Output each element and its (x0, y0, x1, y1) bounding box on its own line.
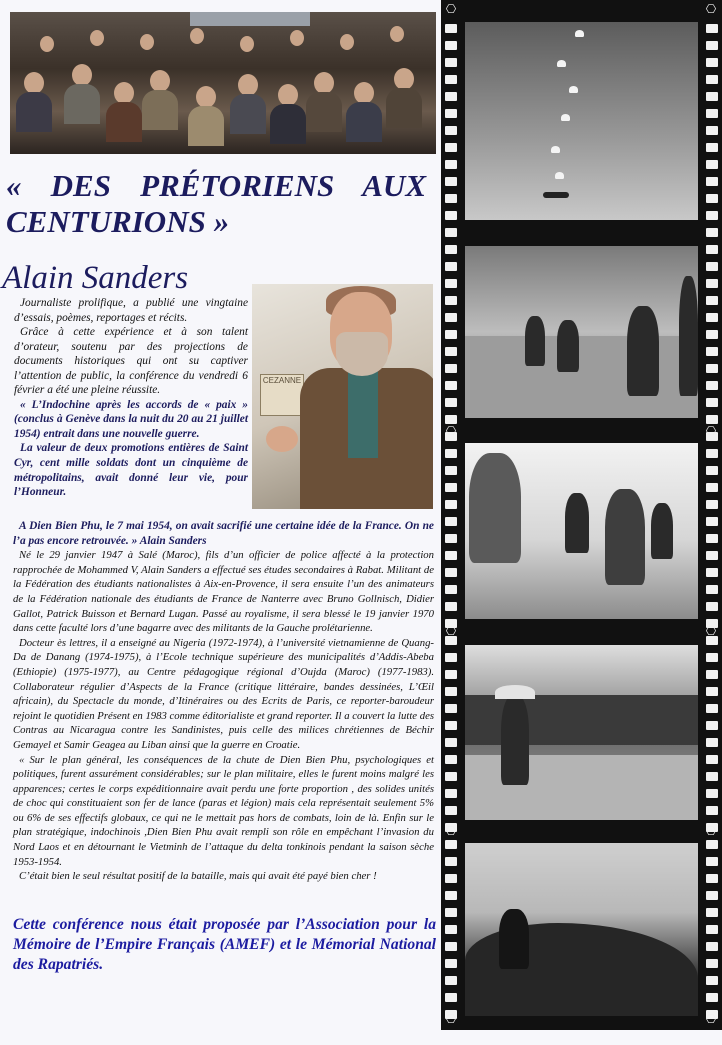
film-perforation (445, 891, 457, 900)
film-perforation (706, 347, 718, 356)
film-camera-icon: ⎔ (445, 1012, 457, 1026)
film-perforation (445, 942, 457, 951)
film-perforation (445, 330, 457, 339)
film-perforation (706, 738, 718, 747)
film-perforation (706, 415, 718, 424)
quote-conclusion: A Dien Bien Phu, le 7 mai 1954, on avait sacrifié une certaine idée de la France. On ne l’a pas encore retrouvée. » Alain Sanders (13, 520, 434, 547)
film-perforation (445, 58, 457, 67)
film-perforation (706, 194, 718, 203)
poster-sign (260, 374, 304, 416)
film-perforation (445, 75, 457, 84)
film-perforation (706, 721, 718, 730)
film-perforation (706, 840, 718, 849)
film-perforation (445, 92, 457, 101)
film-perforation (706, 483, 718, 492)
film-frame-wounded-soldier (465, 443, 698, 619)
film-perforation (706, 993, 718, 1002)
film-perforation (445, 177, 457, 186)
film-perforation (706, 92, 718, 101)
film-perforation (706, 109, 718, 118)
film-perforations-left (441, 0, 461, 1030)
film-perforation (445, 908, 457, 917)
film-perforation (706, 806, 718, 815)
film-camera-icon: ⎔ (705, 624, 717, 638)
film-camera-icon: ⎔ (705, 1012, 717, 1026)
film-perforation (445, 789, 457, 798)
film-perforation (706, 177, 718, 186)
film-perforation (706, 143, 718, 152)
film-perforation (445, 755, 457, 764)
film-perforation (706, 500, 718, 509)
film-perforation (445, 772, 457, 781)
film-camera-icon: ⎔ (705, 226, 717, 240)
film-perforation (445, 670, 457, 679)
speaker-photo (252, 284, 433, 509)
film-perforation (445, 551, 457, 560)
film-perforation (445, 687, 457, 696)
intro-text (14, 296, 248, 500)
film-perforation (445, 466, 457, 475)
author-name: Alain Sanders (2, 260, 189, 296)
film-perforation (445, 296, 457, 305)
film-perforation (706, 772, 718, 781)
film-camera-icon: ⎔ (445, 824, 457, 838)
film-perforation (706, 245, 718, 254)
filmstrip (441, 0, 722, 1030)
film-perforation (706, 874, 718, 883)
film-perforation (706, 551, 718, 560)
footer-credit: Cette conférence nous était proposée par l’Association pour la Mémoire de l’Empire Français (AMEF) et le Mémorial National des Rapatriés. (13, 916, 436, 973)
film-perforation (445, 857, 457, 866)
film-perforation (445, 143, 457, 152)
film-perforation (706, 126, 718, 135)
film-perforation (445, 211, 457, 220)
intro-paragraph-2: Grâce à cette expérience et à son talent d’orateur, soutenu par des projections de documents historiques qui ont su captiver l’attention de public, la conférence du vendredi 6 février a été une pleine réussite. (14, 326, 248, 397)
film-perforation (706, 41, 718, 50)
article-title-line1: « DES PRÉTORIENS AUX (6, 168, 426, 203)
film-perforation (706, 755, 718, 764)
analysis-paragraph: « Sur le plan général, les conséquences de la chute de Dien Bien Phu, psychologiques et politiques, furent assurément considérables; sur le plan militaire, elles le furent moins malgré les apparences; certes le corps expéditionnaire avait perdu une forte proportion , des solides unités de choc qui constituaient son fer de lance (paras et légion) mais cela représentait seulement 5% ou 6% de ses effectifs globaux, ce qui ne le mettait pas hors de combats, loin de là. Enfin sur le plan stratégique, indochinois ,Dien Bien Phu avait rempli son rôle en empêchant l’invasion du Nord Laos et en détournant le Vietminh de l’attaque du delta tonkinois pendant la saison sèche 1953-1954. (13, 753, 434, 868)
audience-photo (10, 12, 436, 154)
film-perforation (445, 41, 457, 50)
film-frame-soldiers-river (465, 246, 698, 418)
film-perforation (445, 398, 457, 407)
intro-quote-2: La valeur de deux promotions entières de Saint Cyr, cent mille soldats dont un cinquième de métropolitains, avait donné leur vie, pour l’Honneur. (14, 442, 248, 499)
film-perforation (445, 449, 457, 458)
film-perforation (706, 75, 718, 84)
film-perforation (706, 449, 718, 458)
film-perforation (445, 602, 457, 611)
film-perforation (445, 976, 457, 985)
film-perforation (706, 908, 718, 917)
film-perforation (445, 993, 457, 1002)
poster-text: CEZANNE (262, 376, 302, 385)
intro-quote-1: « L’Indochine après les accords de « paix » (conclus à Genève dans la nuit du 20 au 21 juillet 1954) entrait dans une nouvelle guerre. (14, 398, 248, 440)
film-perforation (445, 347, 457, 356)
film-perforation (706, 976, 718, 985)
film-perforation (445, 500, 457, 509)
film-perforation (706, 211, 718, 220)
film-perforation (445, 585, 457, 594)
bio-paragraph-1: Né le 29 janvier 1947 à Salé (Maroc), fils d’un officier de police affecté à la protection rapprochée de Mohammed V, Alain Sanders a effectué ses études secondaires à Rabat. Militant de la Fédération des étudiants nationalistes à Aix-en-Provence, il sera ensuite l’un des animateurs de la Fédération nationale des étudiants de France de Nanterre avec Bruno Gollnisch, Didier Gallot, Patrick Buisson et Bernard Lugan. Passé au royalisme, il sera blessé le 19 janvier 1970 dans cette faculté lors d’une bagarre avec des militants de la Gauche prolétarienne. (13, 549, 434, 635)
article-title-line2: CENTURIONS » (6, 204, 230, 239)
film-perforation (445, 245, 457, 254)
film-perforation (445, 925, 457, 934)
film-perforation (706, 160, 718, 169)
film-perforation (445, 534, 457, 543)
film-perforation (445, 24, 457, 33)
film-perforation (445, 415, 457, 424)
film-perforation (706, 330, 718, 339)
film-perforation (445, 959, 457, 968)
film-perforation (706, 602, 718, 611)
film-perforation (445, 381, 457, 390)
film-perforation (445, 874, 457, 883)
film-frame-hillside-soldier (465, 843, 698, 1016)
film-perforation (445, 194, 457, 203)
film-perforation (706, 534, 718, 543)
film-perforation (706, 517, 718, 526)
film-perforation (706, 925, 718, 934)
intro-paragraph-1: Journaliste prolifique, a publié une vingtaine d’essais, poèmes, reportages et récits. (14, 297, 248, 324)
film-perforations-right (702, 0, 722, 1030)
film-perforation (445, 109, 457, 118)
film-perforation (706, 381, 718, 390)
film-perforation (445, 517, 457, 526)
film-perforation (706, 313, 718, 322)
analysis-conclusion: C’était bien le seul résultat positif de la bataille, mais qui avait été payé bien cher ! (19, 870, 377, 883)
film-camera-icon: ⎔ (445, 424, 457, 438)
film-perforation (445, 364, 457, 373)
film-camera-icon: ⎔ (705, 424, 717, 438)
film-perforation (445, 738, 457, 747)
film-perforation (445, 704, 457, 713)
film-perforation (445, 483, 457, 492)
film-camera-icon: ⎔ (445, 226, 457, 240)
film-perforation (706, 687, 718, 696)
film-perforation (445, 840, 457, 849)
film-perforation (445, 313, 457, 322)
film-perforation (445, 721, 457, 730)
film-perforation (706, 704, 718, 713)
film-perforation (445, 653, 457, 662)
film-perforation (706, 653, 718, 662)
film-perforation (445, 126, 457, 135)
film-perforation (706, 58, 718, 67)
film-camera-icon: ⎔ (705, 2, 717, 16)
biography-text (13, 519, 434, 884)
film-perforation (706, 24, 718, 33)
film-perforation (706, 279, 718, 288)
film-perforation (706, 959, 718, 968)
film-frame-parachutes (465, 22, 698, 220)
film-perforation (706, 398, 718, 407)
film-perforation (706, 857, 718, 866)
film-camera-icon: ⎔ (445, 624, 457, 638)
film-camera-icon: ⎔ (445, 2, 457, 16)
film-camera-icon: ⎔ (705, 824, 717, 838)
film-perforation (445, 262, 457, 271)
film-perforation (706, 942, 718, 951)
film-perforation (445, 568, 457, 577)
film-perforation (445, 160, 457, 169)
film-perforation (706, 466, 718, 475)
film-perforation (706, 262, 718, 271)
film-perforation (445, 279, 457, 288)
film-perforation (706, 585, 718, 594)
film-frame-village-path (465, 645, 698, 820)
film-perforation (706, 670, 718, 679)
film-perforation (706, 568, 718, 577)
film-perforation (706, 364, 718, 373)
film-perforation (706, 891, 718, 900)
film-perforation (706, 296, 718, 305)
film-perforation (445, 806, 457, 815)
bio-paragraph-2: Docteur ès lettres, il a enseigné au Nigeria (1972-1974), à l’université vietnamienne de Quang-Da de Danang (1974-1975), à l’Ecole technique supérieure des municipalités d’Addis-Abeba (Ethiopie) (1975-1977), au Centre pédagogique régional d’Oujda (Maroc) (1977-1983). Collaborateur régulier d’Aspects de la France (critique littéraire, bandes dessinées, L’Œil africain), du Spectacle du monde, d’Itinéraires ou des Ecrits de Paris, ce reporter-baroudeur rejoint le quotidien Présent en 1983 comme éditorialiste et grand reporter. Il a couvert la lutte des Contras au Nicaragua contre les Sandinistes, puis celle des milices chrétiennes de Béchir Gemayel et Samir Geagea au Liban ainsi que la guerre en Croatie. (13, 636, 434, 751)
film-perforation (706, 789, 718, 798)
